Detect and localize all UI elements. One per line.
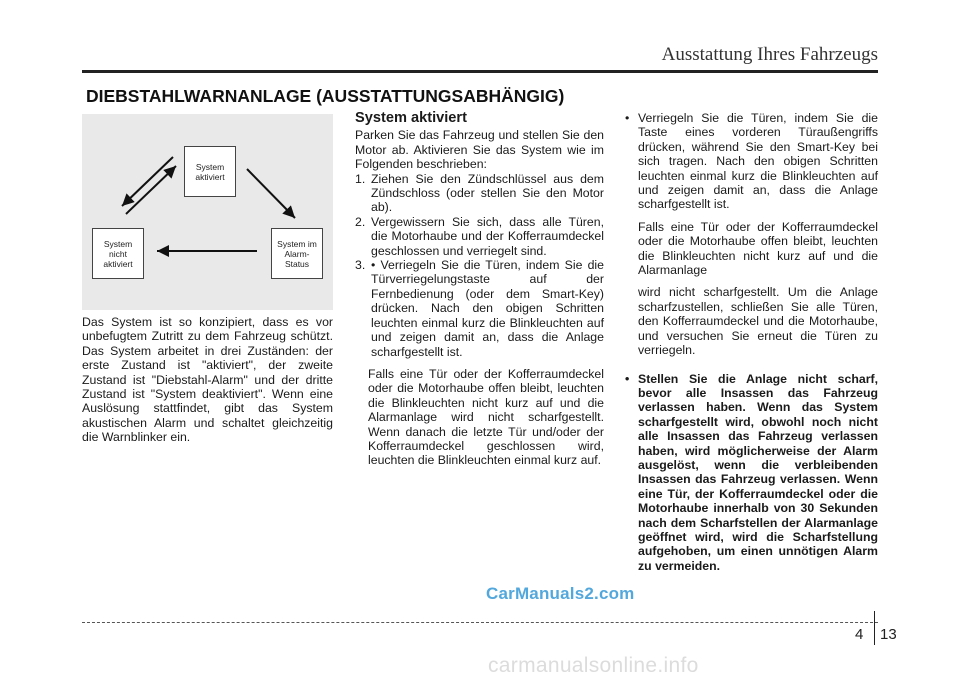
arrow-top-to-left	[122, 157, 173, 206]
subsection-title: System aktiviert	[355, 110, 467, 126]
column-2	[355, 111, 604, 468]
step-3-note: Falls eine Tür oder der Kofferraumdeckel oder die Motorhaube offen bleibt, leuchten die Blinkleuchten nicht kurz auf und die Alarmanlage wird nicht scharfgestellt. Wenn danach die letzte Tür und/oder der Kofferraumdeckel geschlossen wird, leuchten die Blinkleuchten einmal kurz auf.	[368, 366, 604, 468]
state-arrows	[82, 114, 333, 310]
state-armed-box: System aktiviert	[184, 146, 236, 197]
state-diagram	[82, 114, 333, 310]
section-title: DIEBSTAHLWARNANLAGE (AUSSTATTUNGSABHÄNGIG)	[86, 86, 565, 106]
footer-rule	[82, 622, 878, 623]
intro-paragraph: Das System ist so konzipiert, dass es vor unbefugtem Zutritt zu dem Fahrzeug schützt. Das System arbeitet in drei Zuständen: der erste Zustand ist "aktiviert", der zweite Zustand ist "Diebstahl-Alarm" und der dritte Zustand ist "System deaktiviert". Wenn eine Auslösung stattfindet, gibt das System akustischen Alarm und schaltet gleichzeitig die Warnblinker ein.	[82, 315, 333, 445]
chapter-title: Ausstattung Ihres Fahrzeugs	[661, 44, 878, 65]
step-2: 2. Vergewissern Sie sich, dass alle Türen, die Motorhaube und der Kofferraumdeckel geschlossen und verriegelt sind.	[355, 214, 604, 258]
page-separator	[874, 611, 875, 645]
bullet-warning: • Stellen Sie die Anlage nicht scharf, bevor alle Insassen das Fahrzeug verlassen haben. Wenn das System scharfgestellt wird, obwohl noch nicht alle Insassen das Fahrzeug verlassen haben, wird möglicherweise der Alarm ausgelöst, wenn die verbleibenden Insassen das Fahrzeug verlassen. Wenn eine Tür, der Kofferraumdeckel oder die Motorhaube innerhalb von 30 Sekunden nach dem Scharfstellen der Alarmanlage geöffnet wird, wird die Scharfstellung aufgehoben, um einen unnötigen Alarm zu vermeiden.	[625, 371, 878, 573]
bullet-1-note-2: wird nicht scharfgestellt. Um die Anlage scharfzustellen, schließen Sie alle Türen, den Kofferraumdeckel und die Motorhaube, und versuchen Sie erneut die Türen zu verriegeln.	[638, 285, 878, 358]
arrow-top-to-right	[247, 169, 295, 218]
step-3: 3. • Verriegeln Sie die Türen, indem Sie die Türverriegelungstaste auf der Fernbedienung (oder dem Smart-Key) drücken. Nach den obigen Schritten leuchten einmal kurz die Blinkleuchten auf und zeigen damit an, dass die Anlage scharfgestellt ist.	[355, 258, 604, 359]
column-1	[82, 315, 333, 445]
chapter-number: 4	[855, 626, 864, 643]
watermark-logo: CarManuals2.com	[486, 584, 635, 603]
bullet-smart-key: • Verriegeln Sie die Türen, indem Sie die Taste eines vorderen Türaußengriffs drücken, während Sie den Smart-Key bei sich tragen. Nach den obigen Schritten leuchten einmal kurz die Blinkleuchten auf und zeigen damit an, dass die Anlage scharfgestellt ist.	[625, 111, 878, 212]
arrow-left-to-top	[126, 166, 176, 214]
header-rule	[82, 70, 878, 73]
bullet-1-note-1: Falls eine Tür oder der Kofferraumdeckel oder die Motorhaube offen bleibt, leuchten die Blinkleuchten nicht kurz auf und die Alarmanlage	[638, 219, 878, 278]
column-3	[625, 111, 878, 573]
state-alarm-box: System im Alarm- Status	[271, 228, 323, 279]
page-number: 13	[880, 626, 897, 643]
step-1: 1. Ziehen Sie den Zündschlüssel aus dem Zündschloss (oder stellen Sie den Motor ab).	[355, 171, 604, 215]
state-disarmed-box: System nicht aktiviert	[92, 228, 144, 279]
armed-intro: Parken Sie das Fahrzeug und stellen Sie den Motor ab. Aktivieren Sie das System wie im Folgenden beschrieben:	[355, 128, 604, 172]
site-watermark: carmanualsonline.info	[488, 654, 699, 677]
